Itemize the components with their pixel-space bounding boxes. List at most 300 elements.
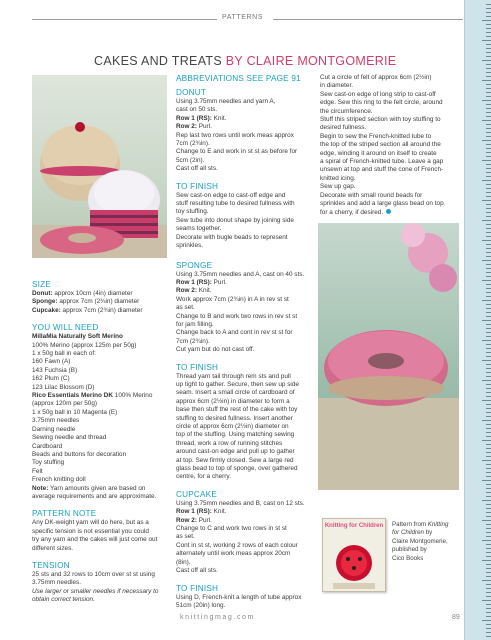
- text-line: around cast-on edge and pull up to gather: [176, 448, 295, 456]
- ruler-tick: [486, 72, 491, 73]
- credit-title-2: for Children: [392, 529, 424, 537]
- line-text: Cast off all sts.: [176, 567, 218, 575]
- line-text: as set.: [176, 304, 195, 312]
- bold-label: Cupcake:: [32, 306, 61, 314]
- ruler-tick: [486, 556, 491, 557]
- ruler-tick: [486, 408, 491, 409]
- line-text: Using 3.75mm needles and yarn A,: [176, 98, 276, 105]
- ruler-tick: [482, 600, 491, 601]
- size-list: [32, 290, 170, 315]
- ruler-tick: [486, 496, 491, 497]
- text-line: 3.75mm needles.: [32, 579, 82, 587]
- page-number: 89: [452, 614, 460, 621]
- text-line: [176, 517, 314, 525]
- book-cover: [322, 518, 386, 592]
- bold-label: Donut:: [32, 290, 53, 297]
- materials-list: [32, 333, 170, 501]
- line-text: Cardboard: [32, 442, 63, 450]
- text-line: Use larger or smaller needles if necessary to: [32, 587, 159, 595]
- ruler-tick: [486, 392, 491, 393]
- middle-column: [176, 74, 314, 610]
- ruler-tick: [486, 236, 491, 237]
- text-line: up tight to gather. Secure, then sew up side: [176, 380, 299, 388]
- ruler-tick: [486, 616, 491, 617]
- ruler-tick: [486, 436, 491, 437]
- credit-publisher: Cico Books: [392, 554, 424, 562]
- credit-published: published by: [392, 546, 427, 554]
- donut-instructions: [176, 98, 314, 174]
- ruler-tick: [486, 356, 491, 357]
- text-line: Any DK-weight yarn will do here, but as a: [32, 519, 149, 527]
- ruler-tick: [482, 260, 491, 261]
- line-text: approx 7cm (2¾in) diameter: [60, 306, 143, 314]
- ruler-tick: [486, 204, 491, 205]
- ruler-tick: [486, 372, 491, 373]
- title-author: BY CLAIRE MONTGOMERIE: [225, 54, 397, 68]
- ruler-tick: [486, 472, 491, 473]
- ruler-tick: [486, 452, 491, 453]
- line-text: Rep last two rows until work meas approx: [176, 131, 294, 139]
- line-text: 5cm (2in).: [176, 156, 205, 164]
- text-line: [32, 342, 170, 350]
- finish-instructions-3: [176, 594, 314, 611]
- line-text: Using 3.75mm needles and A, cast on 40 sts.: [176, 270, 305, 278]
- ruler-tick: [482, 480, 491, 481]
- text-line: approx 6cm (2½in) in diameter to form a: [176, 397, 290, 405]
- bold-label: Sponge:: [32, 298, 58, 306]
- credit-author: Claire Montgomerie,: [392, 537, 448, 545]
- text-line: [32, 451, 170, 459]
- ruler-tick: [486, 568, 491, 569]
- ruler-tick: [486, 484, 491, 485]
- text-line: glass bead to top of sponge, over gathered: [176, 465, 298, 473]
- ruler-tick: [486, 572, 491, 573]
- ruler-tick: [486, 12, 491, 13]
- text-line: [176, 525, 314, 533]
- ruler-tick: [486, 596, 491, 597]
- line-text: 162 Plum (C): [32, 375, 70, 383]
- ruler-tick: [486, 388, 491, 389]
- ruler-tick: [482, 100, 491, 101]
- text-line: stuffing to desired fullness. Insert another: [176, 414, 293, 422]
- text-line: in diameter.: [320, 82, 354, 90]
- ruler-tick: [486, 48, 491, 49]
- ruler-tick: [486, 404, 491, 405]
- text-line: sprinkles and add a large glass bead on top: [320, 200, 444, 208]
- ruler-tick: [486, 636, 491, 637]
- text-line: [32, 392, 170, 400]
- text-line: 51cm (20in) long.: [176, 601, 226, 609]
- ruler-tick: [482, 500, 491, 501]
- finish-instructions-1: [176, 192, 314, 251]
- text-line: [32, 417, 170, 425]
- ruler-tick: [482, 280, 491, 281]
- line-text: Change back to A and cont in rev st st for: [176, 329, 293, 337]
- text-line: [32, 434, 170, 442]
- text-line: [32, 426, 170, 434]
- ruler-tick: [482, 200, 491, 201]
- ruler-tick: [482, 120, 491, 121]
- line-text: average requirements and are approximate.: [32, 492, 157, 500]
- text-line: [176, 132, 314, 140]
- ruler-tick: [486, 316, 491, 317]
- ruler-tick: [486, 172, 491, 173]
- ruler-tick: [486, 536, 491, 537]
- ruler-tick: [486, 104, 491, 105]
- text-line: top of the stuffing. Using matching sewing: [176, 431, 295, 439]
- ruler-tick: [482, 320, 491, 321]
- text-line: knitted icing.: [320, 174, 356, 182]
- photo-donut: [318, 223, 459, 490]
- text-line: toy stuffing.: [176, 208, 209, 216]
- text-line: Cut a circle of felt of approx 6cm (2½in): [320, 74, 432, 81]
- credit-title-1: Knitting: [427, 521, 449, 528]
- ruler-tick: [482, 340, 491, 341]
- ruler-tick: [486, 548, 491, 549]
- ruler-tick: [486, 324, 491, 325]
- text-line: Using D, French-knit a length of tube approx: [176, 593, 302, 601]
- text-line: Begin to sew the French-knitted tube to: [320, 132, 432, 140]
- line-text: Knit.: [211, 114, 227, 122]
- text-line: [32, 367, 170, 375]
- ruler-tick: [482, 40, 491, 41]
- text-line: [32, 384, 170, 392]
- ruler-tick: [486, 8, 491, 9]
- ruler-tick: [486, 476, 491, 477]
- credit-by: by: [423, 529, 433, 537]
- ruler-tick: [482, 140, 491, 141]
- ruler-tick: [486, 184, 491, 185]
- ruler-tick: [486, 532, 491, 533]
- text-line: [176, 313, 314, 321]
- text-line: [32, 375, 170, 383]
- text-line: [176, 123, 314, 131]
- ruler-tick: [482, 540, 491, 541]
- text-line: stuff resulting tube to desired fullness with: [176, 200, 295, 208]
- text-line: [32, 476, 170, 484]
- ruler-tick: [486, 424, 491, 425]
- ruler-tick: [486, 252, 491, 253]
- section-label: PATTERNS: [222, 14, 264, 21]
- ruler-tick: [486, 332, 491, 333]
- line-text: 7cm (2¾in).: [176, 337, 210, 345]
- ruler-tick: [486, 152, 491, 153]
- sponge-instructions: [176, 271, 314, 355]
- header-rule-right: [273, 19, 463, 20]
- ruler-tick: [486, 248, 491, 249]
- text-line: different sizes.: [32, 544, 74, 552]
- bold-label: Note:: [32, 484, 49, 492]
- text-line: [176, 165, 314, 173]
- photo-sponge-cupcake: [32, 75, 167, 258]
- ruler-tick: [486, 56, 491, 57]
- ruler-tick: [486, 36, 491, 37]
- finish-instructions-2: [176, 373, 314, 482]
- text-line: Stuff this striped section with toy stuffing to: [320, 116, 441, 124]
- ruler-tick: [486, 44, 491, 45]
- text-line: try any yarn and the cakes will just come out: [32, 536, 158, 544]
- text-line: [32, 400, 170, 408]
- text-line: [176, 559, 314, 567]
- right-column: [320, 74, 465, 217]
- ruler-tick: [486, 336, 491, 337]
- ruler-tick: [486, 28, 491, 29]
- ruler-tick: [486, 32, 491, 33]
- text-line: [176, 287, 314, 295]
- bold-label: Rico Essentials Merino DK: [32, 392, 113, 400]
- line-text: 123 Lilac Blossom (D): [32, 383, 95, 391]
- ruler-tick: [482, 300, 491, 301]
- ruler-tick: [486, 604, 491, 605]
- line-text: for jam filling.: [176, 320, 214, 328]
- ruler-tick: [486, 344, 491, 345]
- ruler-tick: [486, 256, 491, 257]
- ruler-tick: [486, 632, 491, 633]
- text-line: base then stuff the rest of the cake with toy: [176, 406, 298, 414]
- text-line: [176, 271, 314, 279]
- ruler-tick: [482, 560, 491, 561]
- text-line: [176, 500, 314, 508]
- line-text: 143 Fuchsia (B): [32, 366, 78, 374]
- ruler-tick: [486, 92, 491, 93]
- text-line: [32, 493, 170, 501]
- text-line: [176, 346, 314, 354]
- ruler-tick: [486, 564, 491, 565]
- line-text: as set.: [176, 533, 195, 541]
- ruler-tick: [486, 516, 491, 517]
- ruler-tick: [486, 588, 491, 589]
- line-text: Purl.: [196, 123, 212, 131]
- line-text: Toy stuffing: [32, 459, 65, 467]
- ruler-tick: [486, 544, 491, 545]
- line-text: Work approx 7cm (2¾in) in A in rev st st: [176, 295, 289, 303]
- ruler-tick: [486, 188, 491, 189]
- ruler-tick: [486, 512, 491, 513]
- ruler-tick: [486, 612, 491, 613]
- ruler-tick: [486, 176, 491, 177]
- text-line: [176, 329, 314, 337]
- ruler-tick: [486, 352, 491, 353]
- ruler-tick: [482, 580, 491, 581]
- text-line: [176, 279, 314, 287]
- line-text: Knit.: [196, 287, 212, 295]
- size-heading: SIZE: [32, 280, 51, 289]
- line-text: Purl.: [196, 516, 212, 524]
- ruler-tick: [482, 420, 491, 421]
- ruler-tick: [486, 268, 491, 269]
- ruler-tick: [486, 292, 491, 293]
- ruler-tick: [486, 576, 491, 577]
- bold-label: Row 1 (RS):: [176, 508, 212, 516]
- bold-label: Row 1 (RS):: [176, 278, 212, 286]
- text-line: the top of the striped section all around the: [320, 141, 441, 149]
- text-line: [176, 140, 314, 148]
- header-rule-left: [32, 19, 217, 20]
- ruler-tick: [486, 468, 491, 469]
- line-text: Yarn amounts given are based on: [48, 484, 146, 492]
- page-title: [94, 54, 396, 68]
- text-line: [32, 443, 170, 451]
- bold-label: MillaMia Naturally Soft Merino: [32, 333, 123, 341]
- line-text: Change to C and work two rows in st st: [176, 525, 287, 533]
- line-text: 1 x 50g ball in each of:: [32, 350, 96, 358]
- bold-label: Row 2:: [176, 516, 197, 524]
- text-line: [32, 409, 170, 417]
- ruler-tick: [486, 88, 491, 89]
- text-line: sprinkles.: [176, 242, 203, 250]
- text-line: [176, 296, 314, 304]
- line-text: 7cm (2¾in).: [176, 140, 210, 148]
- ruler-tick: [486, 208, 491, 209]
- ruler-tick: [486, 108, 491, 109]
- ruler-tick: [486, 608, 491, 609]
- text-line: [176, 550, 314, 558]
- ruler-tick: [486, 52, 491, 53]
- text-line: Decorate with bugle beads to represent: [176, 233, 288, 241]
- ruler-tick: [482, 620, 491, 621]
- text-line: [176, 157, 314, 165]
- line-text: 160 Fawn (A): [32, 358, 71, 366]
- text-line: [32, 468, 170, 476]
- ruler-tick: [486, 492, 491, 493]
- text-line: Thread yarn tail through rem sts and pull: [176, 372, 291, 380]
- text-line: edge. Sew this ring to the felt circle, around: [320, 99, 443, 107]
- ruler-tick: [486, 76, 491, 77]
- ruler-tick: [482, 460, 491, 461]
- ruler-tick: [486, 212, 491, 213]
- ruler-tick: [486, 132, 491, 133]
- ruler-tick: [486, 384, 491, 385]
- ruler-tick: [486, 592, 491, 593]
- ruler-tick: [486, 304, 491, 305]
- text-line: Sew cast-on edge of long strip to cast-off: [320, 90, 436, 98]
- line-text: 100% Merino: [112, 392, 153, 400]
- ruler-tick: [486, 148, 491, 149]
- text-line: obtain correct tension.: [32, 596, 95, 604]
- ruler-tick: [486, 216, 491, 217]
- ruler-tick: [486, 412, 491, 413]
- ruler-tick: [486, 308, 491, 309]
- line-text: Cut yarn but do not cast off.: [176, 346, 255, 354]
- ruler-tick: [486, 396, 491, 397]
- text-line: specific tension is not essential you could: [32, 527, 149, 535]
- pattern-note-text: [32, 519, 170, 553]
- ruler-tick: [486, 504, 491, 505]
- ruler-tick: [486, 228, 491, 229]
- ruler-tick: [486, 488, 491, 489]
- end-mark-icon: [386, 209, 391, 214]
- bold-label: Row 2:: [176, 123, 197, 131]
- text-line: desired fullness.: [320, 124, 367, 132]
- ruler-tick: [486, 456, 491, 457]
- ruler-tick: [486, 64, 491, 65]
- ruler-tick: [486, 272, 491, 273]
- left-column: [32, 280, 170, 605]
- ruler-tick: [486, 68, 491, 69]
- text-line: edge, winding it around on itself to create: [320, 149, 437, 157]
- book-credit: [392, 521, 472, 563]
- line-text: Knit.: [211, 508, 227, 516]
- ruler-tick: [486, 428, 491, 429]
- text-line: [176, 106, 314, 114]
- text-line: [176, 115, 314, 123]
- text-line: Sew cast-on edge to cast-off edge and: [176, 191, 286, 199]
- ruler-tick: [486, 144, 491, 145]
- text-line: a spiral of French-knitted tube. Leave a gap: [320, 158, 444, 166]
- ruler-tick: [486, 96, 491, 97]
- pattern-note-heading: PATTERN NOTE: [32, 509, 97, 519]
- line-text: 100% Merino (approx 125m per 50g): [32, 341, 137, 349]
- abbreviations-heading: ABBREVIATIONS SEE PAGE 91: [176, 74, 301, 83]
- text-line: seam. Insert a small circle of cardboard of: [176, 389, 295, 397]
- text-line: [176, 567, 314, 575]
- ruler-tick: [486, 328, 491, 329]
- text-line: [32, 358, 170, 366]
- ruler-tick: [482, 520, 491, 521]
- ruler-tick: [486, 168, 491, 169]
- ruler-tick: [486, 416, 491, 417]
- line-text: approx 7cm (2¾in) diameter: [57, 298, 140, 306]
- ruler-tick: [486, 432, 491, 433]
- line-text: Purl.: [211, 278, 227, 286]
- bold-label: Row 1 (RS):: [176, 114, 212, 122]
- donut-heading: DONUT: [176, 88, 207, 97]
- ruler-tick: [482, 400, 491, 401]
- bold-label: Row 2:: [176, 287, 197, 295]
- ruler-tick: [486, 128, 491, 129]
- text-line: [176, 542, 314, 550]
- finish-heading-1: TO FINISH: [176, 181, 219, 191]
- text-line: for a cherry, if desired.: [320, 209, 465, 217]
- ruler-tick: [486, 156, 491, 157]
- line-text: Cast off all sts.: [176, 165, 218, 173]
- ruler-tick: [486, 24, 491, 25]
- ruler-tick: [486, 584, 491, 585]
- ruler-tick: [486, 628, 491, 629]
- credit-line-1: Pattern from: [392, 521, 428, 528]
- line-text: Sewing needle and thread: [32, 434, 107, 442]
- line-text: cast on 50 sts.: [176, 106, 218, 114]
- text-line: Sew tube into donut shape by joining side: [176, 216, 294, 224]
- ruler-tick: [482, 380, 491, 381]
- ruler-tick: [482, 440, 491, 441]
- footer-site: knittingmag.com: [180, 614, 255, 621]
- ruler-tick: [486, 444, 491, 445]
- line-text: Change to B and work two rows in rev st st: [176, 312, 298, 320]
- ruler-tick: [486, 284, 491, 285]
- ruler-tick: [482, 240, 491, 241]
- ruler-tick: [482, 60, 491, 61]
- line-text: Felt: [32, 467, 43, 475]
- text-line: centre, for a cherry.: [176, 473, 231, 481]
- line-text: French knitting doll: [32, 476, 86, 484]
- ruler-tick: [486, 448, 491, 449]
- ruler-tick: [486, 4, 491, 5]
- line-text: Beads and buttons for decoration: [32, 450, 127, 458]
- sponge-heading: SPONGE: [176, 260, 213, 270]
- ruler-tick: [486, 364, 491, 365]
- cupcake-heading: CUPCAKE: [176, 489, 217, 499]
- tension-heading: TENSION: [32, 560, 70, 570]
- title-main: CAKES AND TREATS: [94, 54, 222, 68]
- text-line: Sew up gap.: [320, 183, 356, 191]
- text-line: Decorate with small round beads for: [320, 191, 423, 199]
- ruler-tick: [486, 624, 491, 625]
- line-text: alternately until work meas approx 20cm: [176, 550, 291, 558]
- text-line: [32, 307, 170, 315]
- finish-heading-3: TO FINISH: [176, 583, 219, 593]
- ruler-tick: [486, 136, 491, 137]
